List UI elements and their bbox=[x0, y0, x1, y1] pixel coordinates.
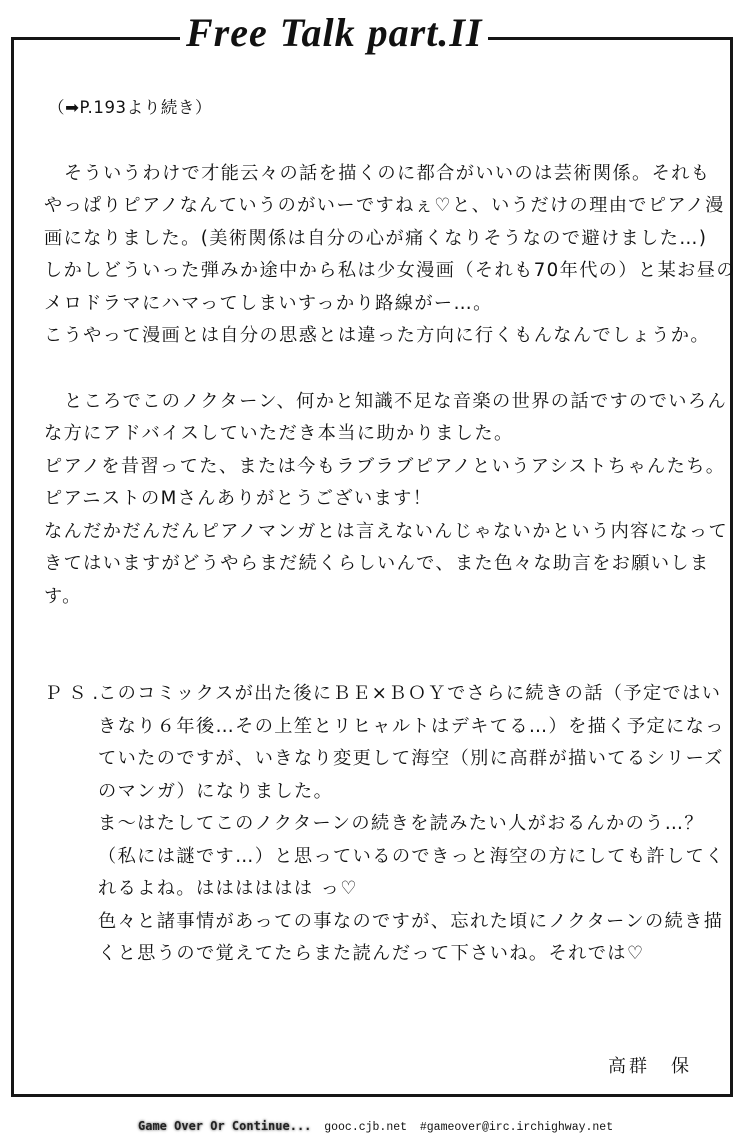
text-line: れるよね。はははははは っ♡ bbox=[98, 878, 358, 899]
title-numeral: II bbox=[449, 10, 483, 55]
text-line: ま～はたしてこのノクターンの続きを読みたい人がおるんかのう…？ bbox=[98, 813, 704, 834]
text-line: ていたのですが、いきなり変更して海空（別に高群が描いてるシリーズ bbox=[98, 748, 724, 769]
footer-irc-link[interactable]: #gameover@irc.irchighway.net bbox=[419, 1121, 614, 1134]
title-word-part: part. bbox=[367, 10, 450, 55]
text-line: ところでこのノクターン、何かと知識不足な音楽の世界の話ですのでいろん bbox=[64, 390, 728, 412]
text-line: そういうわけで才能云々の話を描くのに都合がいいのは芸術関係。それも bbox=[64, 162, 711, 184]
text-line: こうやって漫画とは自分の思惑とは違った方向に行くもんなんでしょうか。 bbox=[44, 325, 710, 346]
paragraph-2 bbox=[44, 386, 729, 614]
footer-site-link[interactable]: gooc.cjb.net bbox=[324, 1121, 408, 1134]
text-line: な方にアドバイスしていただき本当に助かりました。 bbox=[44, 423, 514, 444]
postscript-body bbox=[98, 678, 725, 971]
text-line: きてはいますがどうやらまだ続くらしいんで、また色々な助言をお願いしま bbox=[44, 553, 710, 574]
text-line: やっぱりピアノなんていうのがいーですねぇ♡と、いうだけの理由でピアノ漫 bbox=[44, 195, 725, 216]
text-line: 色々と諸事情があっての事なのですが、忘れた頃にノクターンの続き描 bbox=[98, 910, 724, 932]
paragraph-1 bbox=[44, 158, 736, 353]
postscript bbox=[44, 678, 725, 971]
text-line: きなり６年後…その上笙とリヒャルトはデキてる…）を描く予定になっ bbox=[98, 715, 725, 737]
footer-brand: Game Over Or Continue... bbox=[138, 1119, 312, 1133]
postscript-label: ＰＳ. bbox=[44, 683, 105, 704]
title-word-free: Free bbox=[186, 10, 268, 55]
text-line: 画になりました。(美術関係は自分の心が痛くなりそうなので避けました…) bbox=[44, 227, 708, 249]
text-line: ピアノを昔習ってた、または今もラブラブピアノというアシストちゃんたち。 bbox=[44, 455, 726, 477]
text-line: ピアニストのMさんありがとうございます！ bbox=[44, 488, 433, 509]
title-word-talk: Talk bbox=[279, 10, 356, 55]
text-line: す。 bbox=[44, 585, 82, 607]
free-talk-body bbox=[44, 92, 736, 971]
scanlation-footer bbox=[138, 1119, 613, 1134]
text-line: くと思うので覚えてたらまた読んだって下さいね。それでは♡ bbox=[98, 943, 645, 964]
text-line: しかしどういった弾みか途中から私は少女漫画（それも70年代の）と某お昼の bbox=[44, 260, 736, 281]
text-line: メロドラマにハマってしまいすっかり路線がー…。 bbox=[44, 292, 493, 314]
text-line: （私には謎です…）と思っているのできっと海空の方にしても許してく bbox=[98, 845, 725, 867]
continuation-note: （➡P.193より続き） bbox=[48, 98, 213, 117]
text-line: なんだかだんだんピアノマンガとは言えないんじゃないかという内容になって bbox=[44, 520, 729, 542]
text-line: のマンガ）になりました。 bbox=[98, 780, 334, 802]
author-signature: 高群 保 bbox=[608, 1056, 692, 1077]
page-title bbox=[180, 8, 488, 58]
text-line: このコミックスが出た後にＢＥ×ＢＯＹでさらに続きの話（予定ではい bbox=[98, 683, 722, 704]
